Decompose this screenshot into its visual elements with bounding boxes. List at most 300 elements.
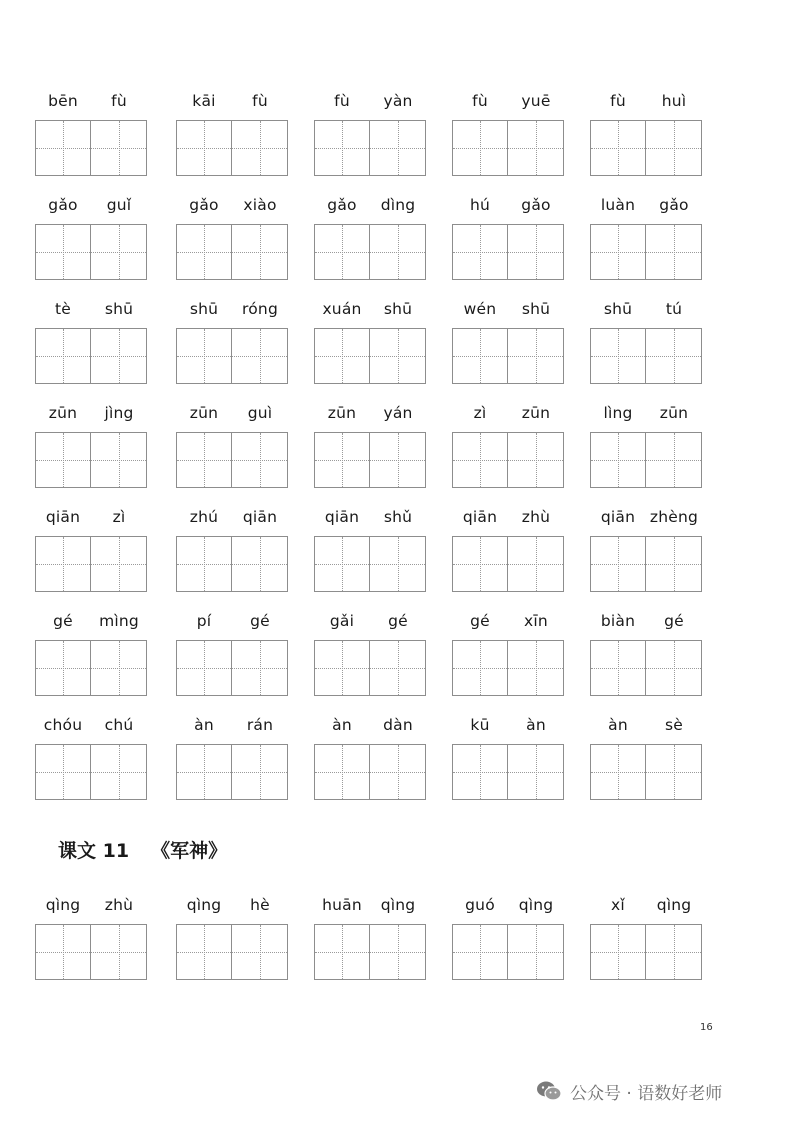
tianzige-cell[interactable] (176, 120, 232, 176)
tianzige-cell[interactable] (232, 224, 288, 280)
pinyin-syllable: sè (664, 716, 684, 734)
cell-guide-horizontal (646, 952, 701, 953)
pinyin-syllable: zhèng (649, 508, 699, 526)
pinyin-pair (314, 298, 426, 320)
pinyin-syllable: hú (469, 196, 491, 214)
writing-grid (176, 744, 288, 800)
tianzige-cell[interactable] (370, 120, 426, 176)
cell-guide-horizontal (508, 460, 563, 461)
pinyin-syllable: shǔ (383, 508, 413, 526)
cell-guide-horizontal (370, 668, 425, 669)
cell-guide-horizontal (232, 668, 287, 669)
cell-guide-horizontal (315, 356, 369, 357)
tianzige-cell[interactable] (452, 744, 508, 800)
pinyin-syllable: shū (521, 300, 551, 318)
tianzige-cell[interactable] (590, 224, 646, 280)
tianzige-cell[interactable] (370, 224, 426, 280)
tianzige-cell[interactable] (232, 432, 288, 488)
pinyin-syllable: dìng (380, 196, 416, 214)
pinyin-syllable: guó (465, 896, 495, 914)
cell-guide-horizontal (232, 252, 287, 253)
pinyin-syllable: yuē (521, 92, 551, 110)
tianzige-cell[interactable] (508, 120, 564, 176)
lesson-title: 《军神》 (151, 840, 228, 862)
tianzige-cell[interactable] (314, 432, 370, 488)
writing-grid (314, 744, 426, 800)
cell-guide-horizontal (91, 356, 146, 357)
tianzige-cell[interactable] (176, 224, 232, 280)
cell-guide-horizontal (453, 356, 507, 357)
pinyin-syllable: fù (472, 92, 488, 110)
word-item (176, 610, 288, 700)
pinyin-pair (35, 90, 147, 112)
page-number: 16 (700, 1022, 713, 1033)
pinyin-pair (176, 714, 288, 736)
pinyin-syllable: àn (608, 716, 628, 734)
tianzige-cell[interactable] (590, 432, 646, 488)
word-item (590, 402, 702, 492)
cell-guide-horizontal (91, 252, 146, 253)
tianzige-cell[interactable] (370, 432, 426, 488)
word-item (314, 714, 426, 804)
cell-guide-horizontal (36, 772, 90, 773)
tianzige-cell[interactable] (590, 744, 646, 800)
cell-guide-horizontal (508, 952, 563, 953)
word-item (590, 714, 702, 804)
tianzige-cell[interactable] (35, 924, 91, 980)
cell-guide-horizontal (315, 668, 369, 669)
writing-grid (35, 536, 147, 592)
pinyin-syllable: gé (470, 612, 490, 630)
pinyin-pair (452, 894, 564, 916)
writing-grid (452, 536, 564, 592)
writing-grid (590, 536, 702, 592)
writing-grid (452, 432, 564, 488)
word-item (452, 506, 564, 596)
writing-grid (314, 536, 426, 592)
cell-guide-horizontal (370, 356, 425, 357)
writing-grid (452, 120, 564, 176)
pinyin-pair (176, 402, 288, 424)
tianzige-cell[interactable] (370, 328, 426, 384)
tianzige-cell[interactable] (590, 536, 646, 592)
cell-guide-horizontal (370, 252, 425, 253)
tianzige-cell[interactable] (232, 328, 288, 384)
cell-guide-horizontal (508, 252, 563, 253)
word-item (176, 298, 288, 388)
pinyin-syllable: chóu (43, 716, 83, 734)
cell-guide-horizontal (591, 148, 645, 149)
word-item (35, 194, 147, 284)
cell-guide-horizontal (646, 772, 701, 773)
lesson-heading (58, 836, 227, 863)
tianzige-cell[interactable] (646, 536, 702, 592)
pinyin-syllable: xuán (322, 300, 362, 318)
writing-grid (314, 224, 426, 280)
tianzige-cell[interactable] (91, 536, 147, 592)
writing-grid (35, 744, 147, 800)
tianzige-cell[interactable] (91, 224, 147, 280)
writing-grid (590, 640, 702, 696)
cell-guide-horizontal (315, 460, 369, 461)
word-item (452, 90, 564, 180)
tianzige-cell[interactable] (370, 744, 426, 800)
tianzige-cell[interactable] (176, 328, 232, 384)
pinyin-pair (452, 714, 564, 736)
tianzige-cell[interactable] (452, 224, 508, 280)
pinyin-pair (314, 714, 426, 736)
pinyin-syllable: gǎo (48, 196, 78, 214)
tianzige-cell[interactable] (590, 640, 646, 696)
pinyin-syllable: pí (196, 612, 212, 630)
tianzige-cell[interactable] (370, 536, 426, 592)
pinyin-syllable: gé (250, 612, 270, 630)
cell-guide-horizontal (646, 252, 701, 253)
tianzige-cell[interactable] (91, 120, 147, 176)
writing-grid (176, 640, 288, 696)
tianzige-cell[interactable] (508, 640, 564, 696)
pinyin-syllable: róng (242, 300, 278, 318)
cell-guide-horizontal (646, 564, 701, 565)
pinyin-syllable: qiān (45, 508, 81, 526)
pinyin-syllable: xiào (243, 196, 277, 214)
tianzige-cell[interactable] (508, 924, 564, 980)
pinyin-syllable: shū (104, 300, 134, 318)
tianzige-cell[interactable] (176, 640, 232, 696)
pinyin-pair (590, 714, 702, 736)
pinyin-syllable: hè (250, 896, 270, 914)
cell-guide-horizontal (453, 252, 507, 253)
tianzige-cell[interactable] (91, 924, 147, 980)
word-item (314, 90, 426, 180)
tianzige-cell[interactable] (370, 924, 426, 980)
pinyin-pair (35, 894, 147, 916)
writing-grid (176, 328, 288, 384)
writing-grid (176, 432, 288, 488)
tianzige-cell[interactable] (232, 536, 288, 592)
pinyin-syllable: zūn (189, 404, 219, 422)
word-item (35, 402, 147, 492)
pinyin-pair (452, 90, 564, 112)
lesson-label: 课文 11 (58, 840, 130, 862)
word-item (176, 194, 288, 284)
word-item (314, 402, 426, 492)
pinyin-pair (452, 402, 564, 424)
pinyin-pair (314, 194, 426, 216)
tianzige-cell[interactable] (35, 224, 91, 280)
tianzige-cell[interactable] (35, 640, 91, 696)
pinyin-syllable: zhù (521, 508, 551, 526)
pinyin-syllable: fù (111, 92, 127, 110)
cell-guide-horizontal (232, 148, 287, 149)
tianzige-cell[interactable] (314, 924, 370, 980)
tianzige-cell[interactable] (91, 432, 147, 488)
cell-guide-horizontal (232, 356, 287, 357)
cell-guide-horizontal (646, 356, 701, 357)
tianzige-cell[interactable] (452, 536, 508, 592)
cell-guide-horizontal (177, 564, 231, 565)
pinyin-syllable: xǐ (611, 896, 625, 914)
word-item (452, 402, 564, 492)
cell-guide-horizontal (91, 772, 146, 773)
writing-grid (590, 120, 702, 176)
tianzige-cell[interactable] (232, 924, 288, 980)
word-item (35, 298, 147, 388)
cell-guide-horizontal (646, 148, 701, 149)
tianzige-cell[interactable] (646, 328, 702, 384)
pinyin-pair (452, 298, 564, 320)
writing-grid (452, 640, 564, 696)
writing-grid (35, 640, 147, 696)
watermark (536, 1078, 722, 1104)
tianzige-cell[interactable] (232, 640, 288, 696)
pinyin-syllable: àn (526, 716, 546, 734)
tianzige-cell[interactable] (35, 328, 91, 384)
pinyin-syllable: gé (388, 612, 408, 630)
word-item (590, 194, 702, 284)
writing-grid (590, 328, 702, 384)
pinyin-syllable: gǎo (327, 196, 357, 214)
tianzige-cell[interactable] (91, 640, 147, 696)
tianzige-cell[interactable] (590, 924, 646, 980)
pinyin-syllable: zì (112, 508, 126, 526)
cell-guide-horizontal (370, 952, 425, 953)
cell-guide-horizontal (232, 564, 287, 565)
writing-grid (176, 536, 288, 592)
tianzige-cell[interactable] (452, 640, 508, 696)
tianzige-cell[interactable] (91, 328, 147, 384)
pinyin-syllable: qiān (242, 508, 278, 526)
pinyin-pair (314, 894, 426, 916)
pinyin-pair (452, 506, 564, 528)
pinyin-syllable: qiān (462, 508, 498, 526)
cell-guide-horizontal (370, 460, 425, 461)
writing-grid (176, 224, 288, 280)
cell-guide-horizontal (315, 952, 369, 953)
tianzige-cell[interactable] (35, 120, 91, 176)
pinyin-pair (35, 194, 147, 216)
writing-grid (314, 328, 426, 384)
cell-guide-horizontal (315, 252, 369, 253)
tianzige-cell[interactable] (508, 432, 564, 488)
tianzige-cell[interactable] (452, 432, 508, 488)
pinyin-pair (35, 714, 147, 736)
pinyin-syllable: zhú (189, 508, 219, 526)
pinyin-pair (35, 298, 147, 320)
pinyin-pair (590, 506, 702, 528)
word-item (452, 610, 564, 700)
word-item (452, 194, 564, 284)
word-item (35, 610, 147, 700)
pinyin-pair (590, 402, 702, 424)
pinyin-syllable: fù (252, 92, 268, 110)
writing-grid (176, 924, 288, 980)
cell-guide-horizontal (591, 252, 645, 253)
word-item (590, 90, 702, 180)
tianzige-cell[interactable] (314, 640, 370, 696)
cell-guide-horizontal (91, 952, 146, 953)
cell-guide-horizontal (315, 772, 369, 773)
pinyin-pair (35, 610, 147, 632)
pinyin-syllable: yán (383, 404, 413, 422)
writing-grid (35, 924, 147, 980)
word-item (314, 506, 426, 596)
tianzige-cell[interactable] (370, 640, 426, 696)
pinyin-pair (314, 506, 426, 528)
cell-guide-horizontal (177, 952, 231, 953)
tianzige-cell[interactable] (646, 640, 702, 696)
writing-grid (590, 224, 702, 280)
tianzige-cell[interactable] (314, 120, 370, 176)
cell-guide-horizontal (453, 564, 507, 565)
pinyin-syllable: gǎo (521, 196, 551, 214)
tianzige-cell[interactable] (314, 536, 370, 592)
cell-guide-horizontal (646, 668, 701, 669)
watermark-text: 公众号 · 语数好老师 (570, 1083, 723, 1104)
tianzige-cell[interactable] (590, 120, 646, 176)
cell-guide-horizontal (453, 952, 507, 953)
tianzige-cell[interactable] (232, 744, 288, 800)
word-item (35, 894, 147, 984)
pinyin-pair (176, 298, 288, 320)
pinyin-syllable: zūn (48, 404, 78, 422)
pinyin-syllable: tú (665, 300, 683, 318)
pinyin-syllable: shū (189, 300, 219, 318)
tianzige-cell[interactable] (176, 744, 232, 800)
word-item (590, 506, 702, 596)
word-item (590, 610, 702, 700)
pinyin-pair (452, 194, 564, 216)
tianzige-cell[interactable] (176, 432, 232, 488)
pinyin-syllable: guì (247, 404, 273, 422)
tianzige-cell[interactable] (508, 224, 564, 280)
word-item (314, 298, 426, 388)
tianzige-cell[interactable] (646, 432, 702, 488)
pinyin-syllable: kū (470, 716, 490, 734)
tianzige-cell[interactable] (452, 328, 508, 384)
pinyin-syllable: qìng (656, 896, 692, 914)
pinyin-syllable: tè (54, 300, 72, 318)
pinyin-syllable: qìng (45, 896, 81, 914)
cell-guide-horizontal (591, 772, 645, 773)
cell-guide-horizontal (453, 772, 507, 773)
tianzige-cell[interactable] (508, 328, 564, 384)
pinyin-syllable: àn (332, 716, 352, 734)
tianzige-cell[interactable] (646, 224, 702, 280)
word-item (590, 298, 702, 388)
cell-guide-horizontal (591, 460, 645, 461)
pinyin-syllable: shū (603, 300, 633, 318)
pinyin-syllable: mìng (99, 612, 139, 630)
word-item (314, 894, 426, 984)
pinyin-syllable: zhù (104, 896, 134, 914)
cell-guide-horizontal (453, 668, 507, 669)
tianzige-cell[interactable] (35, 744, 91, 800)
pinyin-syllable: gǎo (659, 196, 689, 214)
word-item (452, 894, 564, 984)
pinyin-syllable: gǎi (329, 612, 355, 630)
cell-guide-horizontal (177, 460, 231, 461)
pinyin-pair (176, 894, 288, 916)
writing-grid (314, 640, 426, 696)
cell-guide-horizontal (36, 564, 90, 565)
tianzige-cell[interactable] (646, 744, 702, 800)
pinyin-syllable: zūn (327, 404, 357, 422)
pinyin-syllable: biàn (600, 612, 636, 630)
pinyin-syllable: qìng (380, 896, 416, 914)
cell-guide-horizontal (36, 252, 90, 253)
pinyin-syllable: zì (473, 404, 487, 422)
pinyin-pair (590, 610, 702, 632)
cell-guide-horizontal (177, 252, 231, 253)
tianzige-cell[interactable] (91, 744, 147, 800)
cell-guide-horizontal (36, 356, 90, 357)
pinyin-syllable: bēn (48, 92, 78, 110)
wechat-icon (536, 1080, 562, 1102)
tianzige-cell[interactable] (176, 924, 232, 980)
word-item (176, 714, 288, 804)
cell-guide-horizontal (591, 952, 645, 953)
tianzige-cell[interactable] (314, 744, 370, 800)
tianzige-cell[interactable] (35, 536, 91, 592)
tianzige-cell[interactable] (452, 120, 508, 176)
cell-guide-horizontal (370, 564, 425, 565)
tianzige-cell[interactable] (508, 536, 564, 592)
cell-guide-horizontal (36, 668, 90, 669)
tianzige-cell[interactable] (314, 224, 370, 280)
pinyin-syllable: qìng (186, 896, 222, 914)
tianzige-cell[interactable] (35, 432, 91, 488)
pinyin-syllable: gé (664, 612, 684, 630)
tianzige-cell[interactable] (452, 924, 508, 980)
cell-guide-horizontal (36, 148, 90, 149)
writing-grid (590, 432, 702, 488)
pinyin-pair (176, 506, 288, 528)
pinyin-syllable: shū (383, 300, 413, 318)
cell-guide-horizontal (91, 148, 146, 149)
cell-guide-horizontal (177, 356, 231, 357)
pinyin-pair (176, 194, 288, 216)
pinyin-syllable: qiān (324, 508, 360, 526)
pinyin-pair (590, 194, 702, 216)
pinyin-pair (590, 90, 702, 112)
tianzige-cell[interactable] (590, 328, 646, 384)
cell-guide-horizontal (508, 356, 563, 357)
pinyin-syllable: dàn (383, 716, 413, 734)
tianzige-cell[interactable] (176, 536, 232, 592)
cell-guide-horizontal (508, 148, 563, 149)
cell-guide-horizontal (591, 356, 645, 357)
cell-guide-horizontal (315, 564, 369, 565)
word-item (176, 402, 288, 492)
pinyin-pair (314, 402, 426, 424)
tianzige-cell[interactable] (314, 328, 370, 384)
tianzige-cell[interactable] (508, 744, 564, 800)
pinyin-pair (35, 402, 147, 424)
cell-guide-horizontal (36, 952, 90, 953)
pinyin-syllable: gǎo (189, 196, 219, 214)
tianzige-cell[interactable] (646, 120, 702, 176)
tianzige-cell[interactable] (646, 924, 702, 980)
writing-grid (35, 432, 147, 488)
pinyin-syllable: fù (610, 92, 626, 110)
pinyin-syllable: zūn (521, 404, 551, 422)
tianzige-cell[interactable] (232, 120, 288, 176)
writing-grid (590, 924, 702, 980)
writing-grid (314, 432, 426, 488)
pinyin-pair (176, 90, 288, 112)
cell-guide-horizontal (508, 772, 563, 773)
